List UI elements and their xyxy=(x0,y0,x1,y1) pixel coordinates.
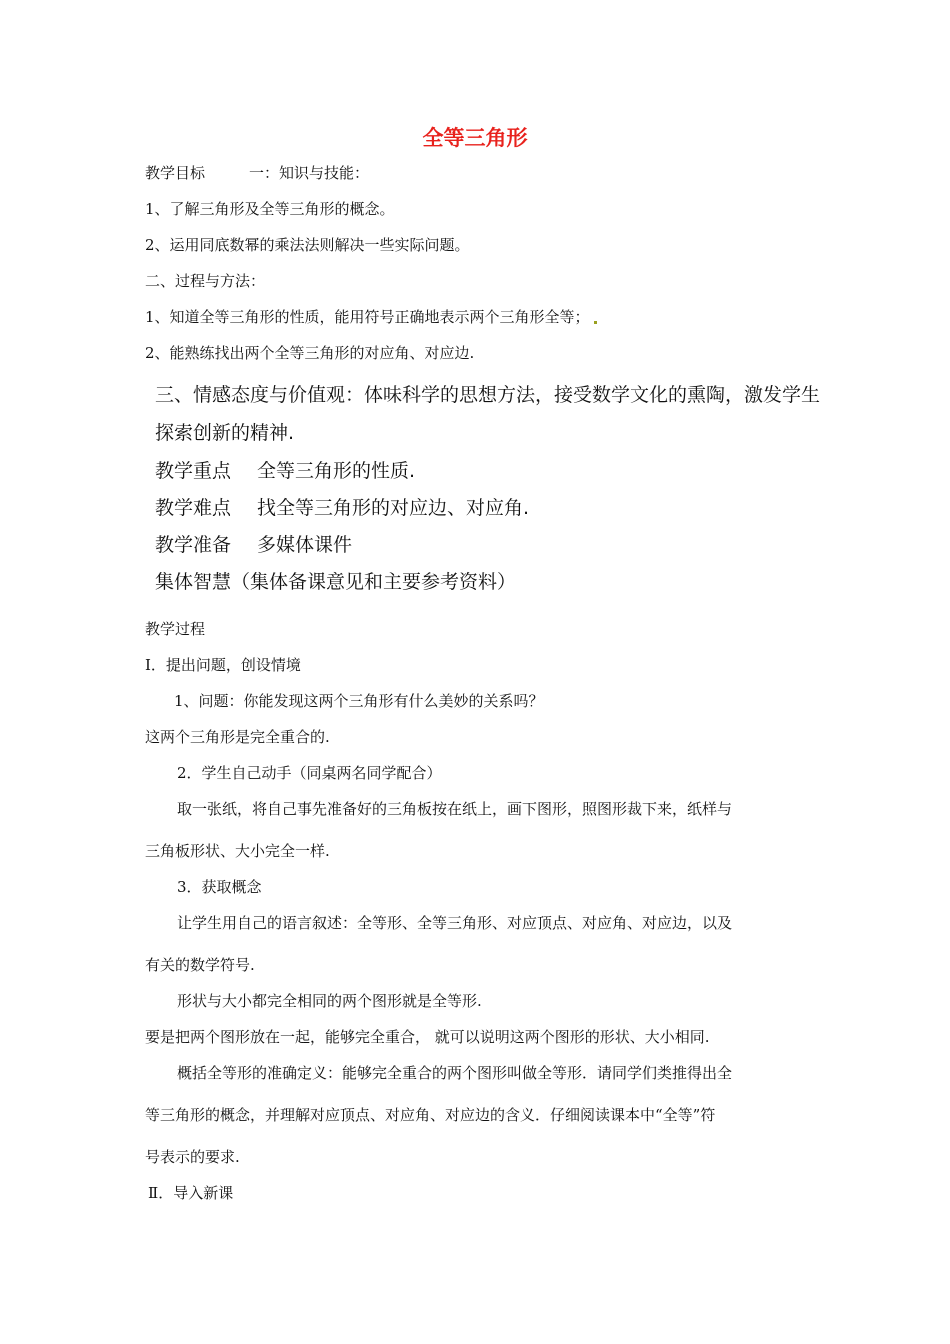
collective-line: 集体智慧（集体备课意见和主要参考资料） xyxy=(155,571,517,593)
summary-line-1: 概括全等形的准确定义：能够完全重合的两个图形叫做全等形．请同学们类推得出全 xyxy=(177,1064,733,1082)
key-point-label: 教学重点 xyxy=(155,460,232,482)
difficulty-label: 教学难点 xyxy=(155,497,232,519)
summary-line-3: 号表示的要求. xyxy=(145,1148,240,1166)
objective-p1-line xyxy=(145,307,597,327)
process-heading: 二、过程与方法： xyxy=(145,272,266,290)
difficulty-line xyxy=(155,495,529,521)
emotion-line-2: 探索创新的精神. xyxy=(155,422,295,444)
step-2-text-2: 三角板形状、大小完全一样. xyxy=(145,842,330,860)
objective-k2: 2、运用同底数幂的乘法法则解决一些实际问题。 xyxy=(145,236,470,254)
preparation-line xyxy=(155,532,352,558)
objectives-line xyxy=(145,163,369,183)
summary-line-2: 等三角形的概念，并理解对应顶点、对应角、对应边的含义．仔细阅读课本中“全等”符 xyxy=(145,1106,716,1124)
step-2-heading: 2．学生自己动手（同桌两名同学配合） xyxy=(177,764,442,782)
knowledge-heading: 一：知识与技能： xyxy=(249,164,370,182)
step-3-heading: 3．获取概念 xyxy=(177,878,262,896)
section-2-heading: Ⅱ．导入新课 xyxy=(148,1184,234,1202)
preparation-label: 教学准备 xyxy=(155,534,232,556)
stray-mark xyxy=(594,321,597,324)
key-point-value: 全等三角形的性质. xyxy=(257,460,416,482)
objective-p2: 2、能熟练找出两个全等三角形的对应角、对应边. xyxy=(145,344,475,362)
emotion-line-1: 三、情感态度与价值观：体味科学的思想方法，接受数学文化的熏陶，激发学生 xyxy=(155,384,821,406)
section-1-heading: Ⅰ．提出问题，创设情境 xyxy=(145,656,301,674)
preparation-value: 多媒体课件 xyxy=(257,534,353,556)
question-1: 1、问题：你能发现这两个三角形有什么美妙的关系吗？ xyxy=(174,692,544,710)
key-point-line xyxy=(155,458,415,484)
process-title: 教学过程 xyxy=(145,620,206,638)
step-3-text-2: 有关的数学符号. xyxy=(145,956,255,974)
document-title: 全等三角形 xyxy=(422,126,528,150)
definition-1: 形状与大小都完全相同的两个图形就是全等形. xyxy=(177,992,482,1010)
difficulty-value: 找全等三角形的对应边、对应角. xyxy=(257,497,530,519)
objective-p1: 1、知道全等三角形的性质，能用符号正确地表示两个三角形全等； xyxy=(145,308,590,326)
step-2-text-1: 取一张纸，将自己事先准备好的三角板按在纸上，画下图形，照图形裁下来，纸样与 xyxy=(177,800,733,818)
question-1-answer: 这两个三角形是完全重合的. xyxy=(145,728,330,746)
definition-2: 要是把两个图形放在一起，能够完全重合， 就可以说明这两个图形的形状、大小相同. xyxy=(145,1028,710,1046)
objective-k1: 1、了解三角形及全等三角形的概念。 xyxy=(145,200,395,218)
objectives-label: 教学目标 xyxy=(145,164,206,182)
step-3-text-1: 让学生用自己的语言叙述：全等形、全等三角形、对应顶点、对应角、对应边，以及 xyxy=(177,914,733,932)
